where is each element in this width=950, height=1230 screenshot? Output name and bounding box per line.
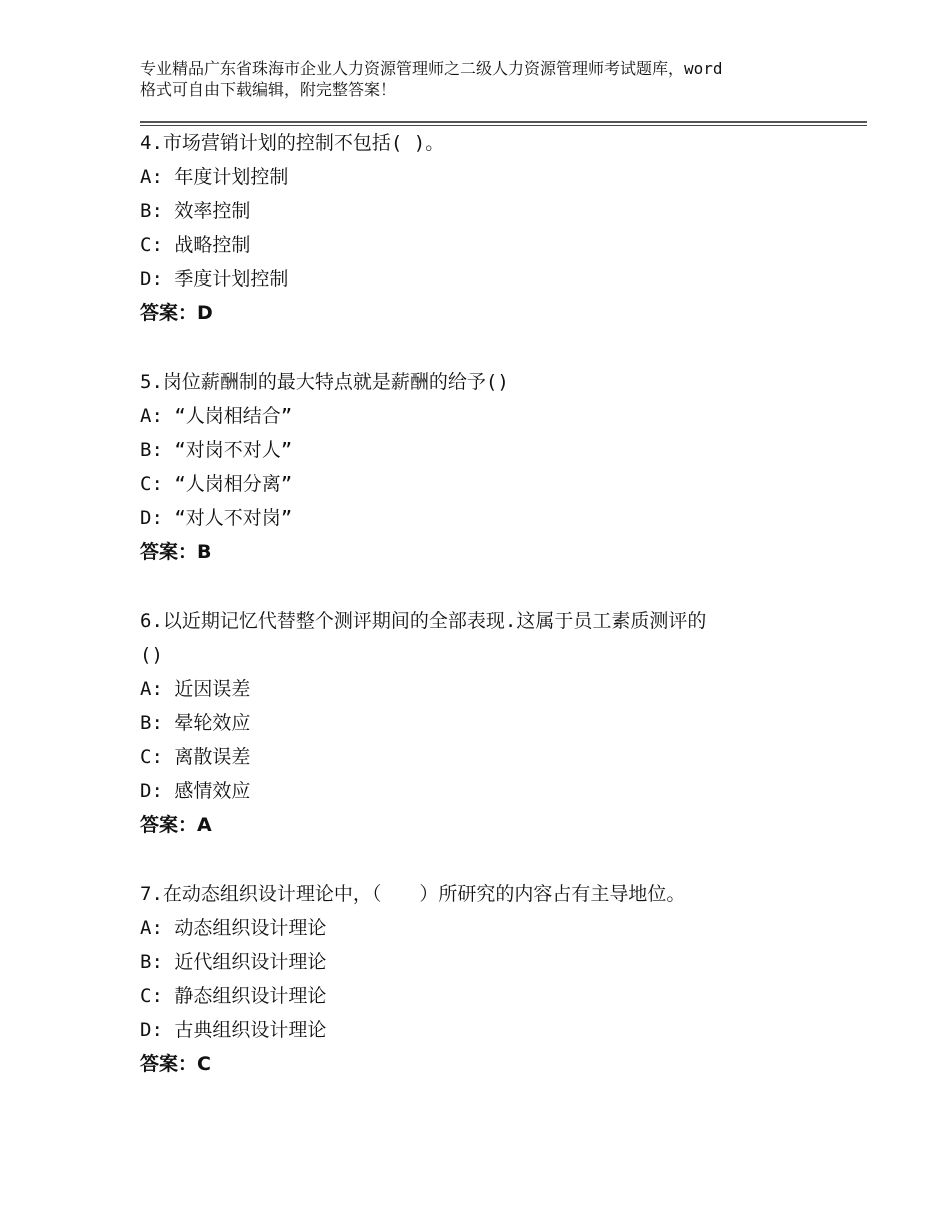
option-a: A: 动态组织设计理论 <box>140 917 327 939</box>
header-line-1: 专业精品广东省珠海市企业人力资源管理师之二级人力资源管理师考试题库，word <box>140 59 723 78</box>
question-stem: 5.岗位薪酬制的最大特点就是薪酬的给予() <box>140 371 509 393</box>
question-stem: 6.以近期记忆代替整个测评期间的全部表现.这属于员工素质测评的 <box>140 610 707 632</box>
question-5 <box>140 365 860 569</box>
option-b: B: 晕轮效应 <box>140 712 251 734</box>
option-c: C: 战略控制 <box>140 234 251 256</box>
document-header <box>140 58 860 100</box>
option-d: D: 季度计划控制 <box>140 268 289 290</box>
answer-label: 答案： <box>140 302 198 324</box>
answer-value: D <box>197 302 213 324</box>
option-c: C: “人岗相分离” <box>140 473 293 495</box>
option-a: A: 年度计划控制 <box>140 166 289 188</box>
answer-line <box>140 808 860 842</box>
answer-line <box>140 535 860 569</box>
question-7 <box>140 877 860 1081</box>
option-d: D: “对人不对岗” <box>140 507 293 529</box>
answer-label: 答案： <box>140 814 198 836</box>
answer-value: B <box>197 541 212 563</box>
question-stem-continued: () <box>140 644 163 666</box>
option-b: B: 近代组织设计理论 <box>140 951 327 973</box>
answer-value: A <box>197 814 212 836</box>
option-b: B: 效率控制 <box>140 200 251 222</box>
header-line-2: 格式可自由下载编辑，附完整答案！ <box>140 80 397 99</box>
question-stem: 7.在动态组织设计理论中，（ ）所研究的内容占有主导地位。 <box>140 883 686 905</box>
option-a: A: 近因误差 <box>140 678 251 700</box>
header-divider-top <box>140 121 867 123</box>
question-stem: 4.市场营销计划的控制不包括( )。 <box>140 132 445 154</box>
answer-line <box>140 296 860 330</box>
option-c: C: 离散误差 <box>140 746 251 768</box>
option-a: A: “人岗相结合” <box>140 405 293 427</box>
option-b: B: “对岗不对人” <box>140 439 293 461</box>
question-6 <box>140 604 860 842</box>
option-d: D: 古典组织设计理论 <box>140 1019 327 1041</box>
answer-label: 答案： <box>140 1053 198 1075</box>
question-4 <box>140 126 860 330</box>
option-d: D: 感情效应 <box>140 780 251 802</box>
answer-line <box>140 1047 860 1081</box>
answer-value: C <box>197 1053 211 1075</box>
answer-label: 答案： <box>140 541 198 563</box>
option-c: C: 静态组织设计理论 <box>140 985 327 1007</box>
